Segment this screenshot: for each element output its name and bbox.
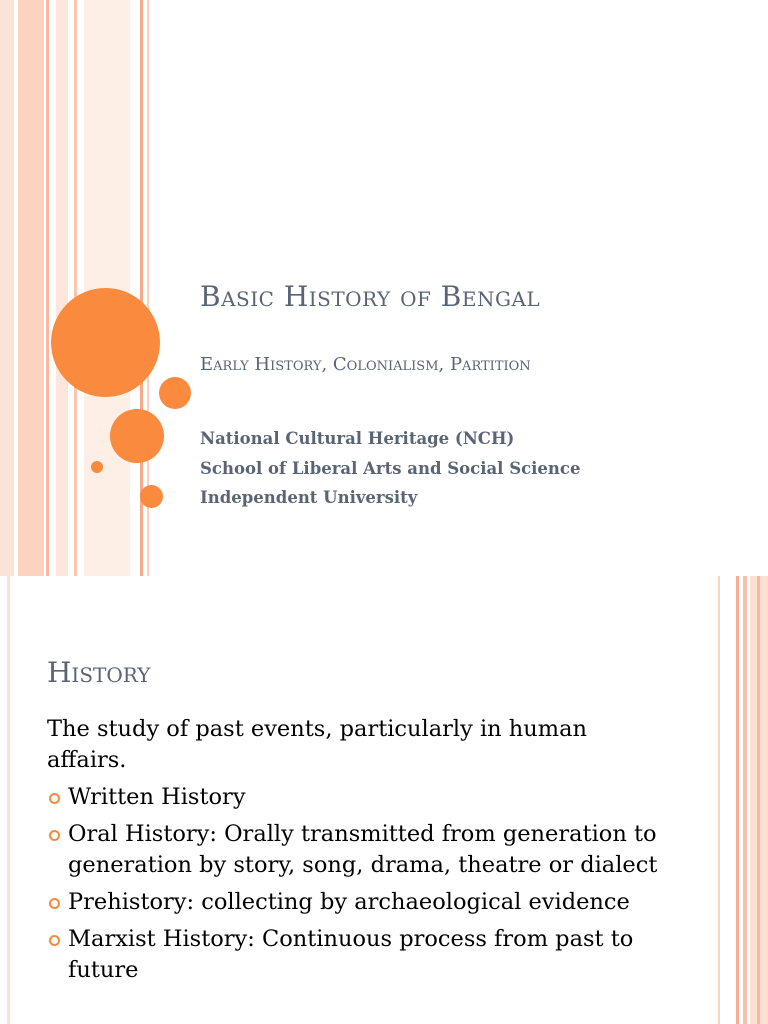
hollow-circle-bullet-icon xyxy=(49,935,60,946)
decorative-stripe xyxy=(0,0,14,576)
list-item-text: Prehistory: collecting by archaeological evidence xyxy=(68,889,630,915)
slide-title: History xyxy=(47,656,151,689)
hollow-circle-bullet-icon xyxy=(49,793,60,804)
decorative-circle xyxy=(140,485,163,508)
list-item xyxy=(47,819,667,881)
slide-title: Basic History of Bengal xyxy=(200,280,541,313)
decorative-stripe xyxy=(736,576,739,1024)
decorative-circle xyxy=(159,377,191,409)
bullet-list xyxy=(47,782,667,992)
list-item-text: Oral History: Orally transmitted from generation to generation by story, song, drama, theatre or dialect xyxy=(68,821,658,878)
decorative-stripe xyxy=(56,0,68,576)
list-item xyxy=(47,924,667,986)
institution-lines xyxy=(200,424,580,513)
decorative-stripe xyxy=(18,0,44,576)
list-item-text: Marxist History: Continuous process from past to future xyxy=(68,926,634,983)
list-item xyxy=(47,782,667,813)
institution-line: Independent University xyxy=(200,488,418,507)
list-item xyxy=(47,887,667,918)
decorative-circle xyxy=(91,461,103,473)
decorative-stripe xyxy=(7,576,10,1024)
decorative-stripe xyxy=(718,576,720,1024)
decorative-stripe xyxy=(74,0,77,576)
slide-subtitle: Early History, Colonialism, Partition xyxy=(200,354,531,375)
hollow-circle-bullet-icon xyxy=(49,830,60,841)
slide-intro: The study of past events, particularly in human affairs. xyxy=(47,716,588,773)
list-item-text: Written History xyxy=(68,784,246,810)
content-slide xyxy=(0,576,768,1024)
decorative-circle xyxy=(110,409,164,463)
institution-line: National Cultural Heritage (NCH) xyxy=(200,429,515,448)
decorative-stripe xyxy=(743,576,747,1024)
decorative-stripe xyxy=(46,0,49,576)
institution-line: School of Liberal Arts and Social Science xyxy=(200,458,581,478)
hollow-circle-bullet-icon xyxy=(49,898,60,909)
decorative-stripe xyxy=(757,576,760,1024)
decorative-circle xyxy=(51,288,160,397)
